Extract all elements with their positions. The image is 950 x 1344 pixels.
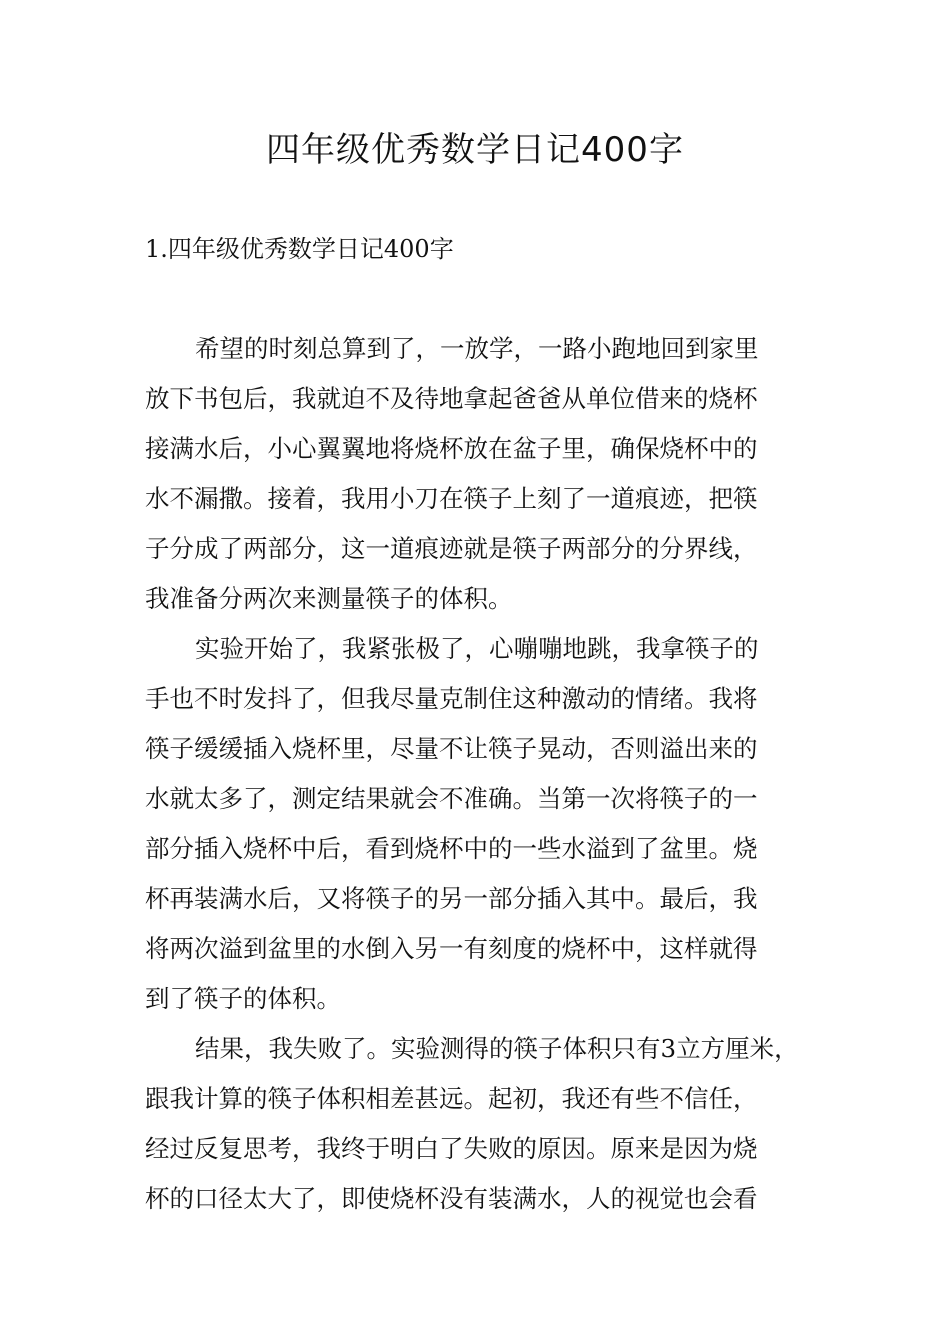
paragraph-line: 部分插入烧杯中后，看到烧杯中的一些水溢到了盆里。烧 bbox=[145, 834, 758, 863]
paragraph-line: 子分成了两部分，这一道痕迹就是筷子两部分的分界线， bbox=[145, 534, 758, 563]
paragraph-line: 到了筷子的体积。 bbox=[145, 984, 341, 1013]
paragraph-line: 杯再装满水后，又将筷子的另一部分插入其中。最后，我 bbox=[145, 884, 758, 913]
section-heading: 1.四年级优秀数学日记400字 bbox=[145, 235, 454, 263]
paragraph-line: 筷子缓缓插入烧杯里，尽量不让筷子晃动，否则溢出来的 bbox=[145, 734, 758, 763]
paragraph-line: 跟我计算的筷子体积相差甚远。起初，我还有些不信任， bbox=[145, 1084, 758, 1113]
paragraph-line: 实验开始了，我紧张极了，心嘣嘣地跳，我拿筷子的 bbox=[195, 634, 759, 663]
paragraph-line: 放下书包后，我就迫不及待地拿起爸爸从单位借来的烧杯 bbox=[145, 384, 758, 413]
paragraph-3 bbox=[145, 1024, 845, 1224]
paragraph-line: 水就太多了，测定结果就会不准确。当第一次将筷子的一 bbox=[145, 784, 758, 813]
paragraph-2 bbox=[145, 624, 845, 1024]
document-title: 四年级优秀数学日记400字 bbox=[266, 130, 684, 170]
paragraph-line: 我准备分两次来测量筷子的体积。 bbox=[145, 584, 513, 613]
paragraph-line: 水不漏撒。接着，我用小刀在筷子上刻了一道痕迹，把筷 bbox=[145, 484, 758, 513]
paragraph-line: 杯的口径太大了，即使烧杯没有装满水，人的视觉也会看 bbox=[145, 1184, 758, 1213]
paragraph-1 bbox=[145, 324, 845, 624]
body-text bbox=[145, 324, 845, 1224]
paragraph-line: 结果，我失败了。实验测得的筷子体积只有3立方厘米， bbox=[195, 1034, 799, 1063]
paragraph-line: 将两次溢到盆里的水倒入另一有刻度的烧杯中，这样就得 bbox=[145, 934, 758, 963]
paragraph-line: 手也不时发抖了，但我尽量克制住这种激动的情绪。我将 bbox=[145, 684, 758, 713]
paragraph-line: 希望的时刻总算到了，一放学，一路小跑地回到家里 bbox=[195, 334, 759, 363]
paragraph-line: 经过反复思考，我终于明白了失败的原因。原来是因为烧 bbox=[145, 1134, 758, 1163]
paragraph-line: 接满水后，小心翼翼地将烧杯放在盆子里，确保烧杯中的 bbox=[145, 434, 758, 463]
